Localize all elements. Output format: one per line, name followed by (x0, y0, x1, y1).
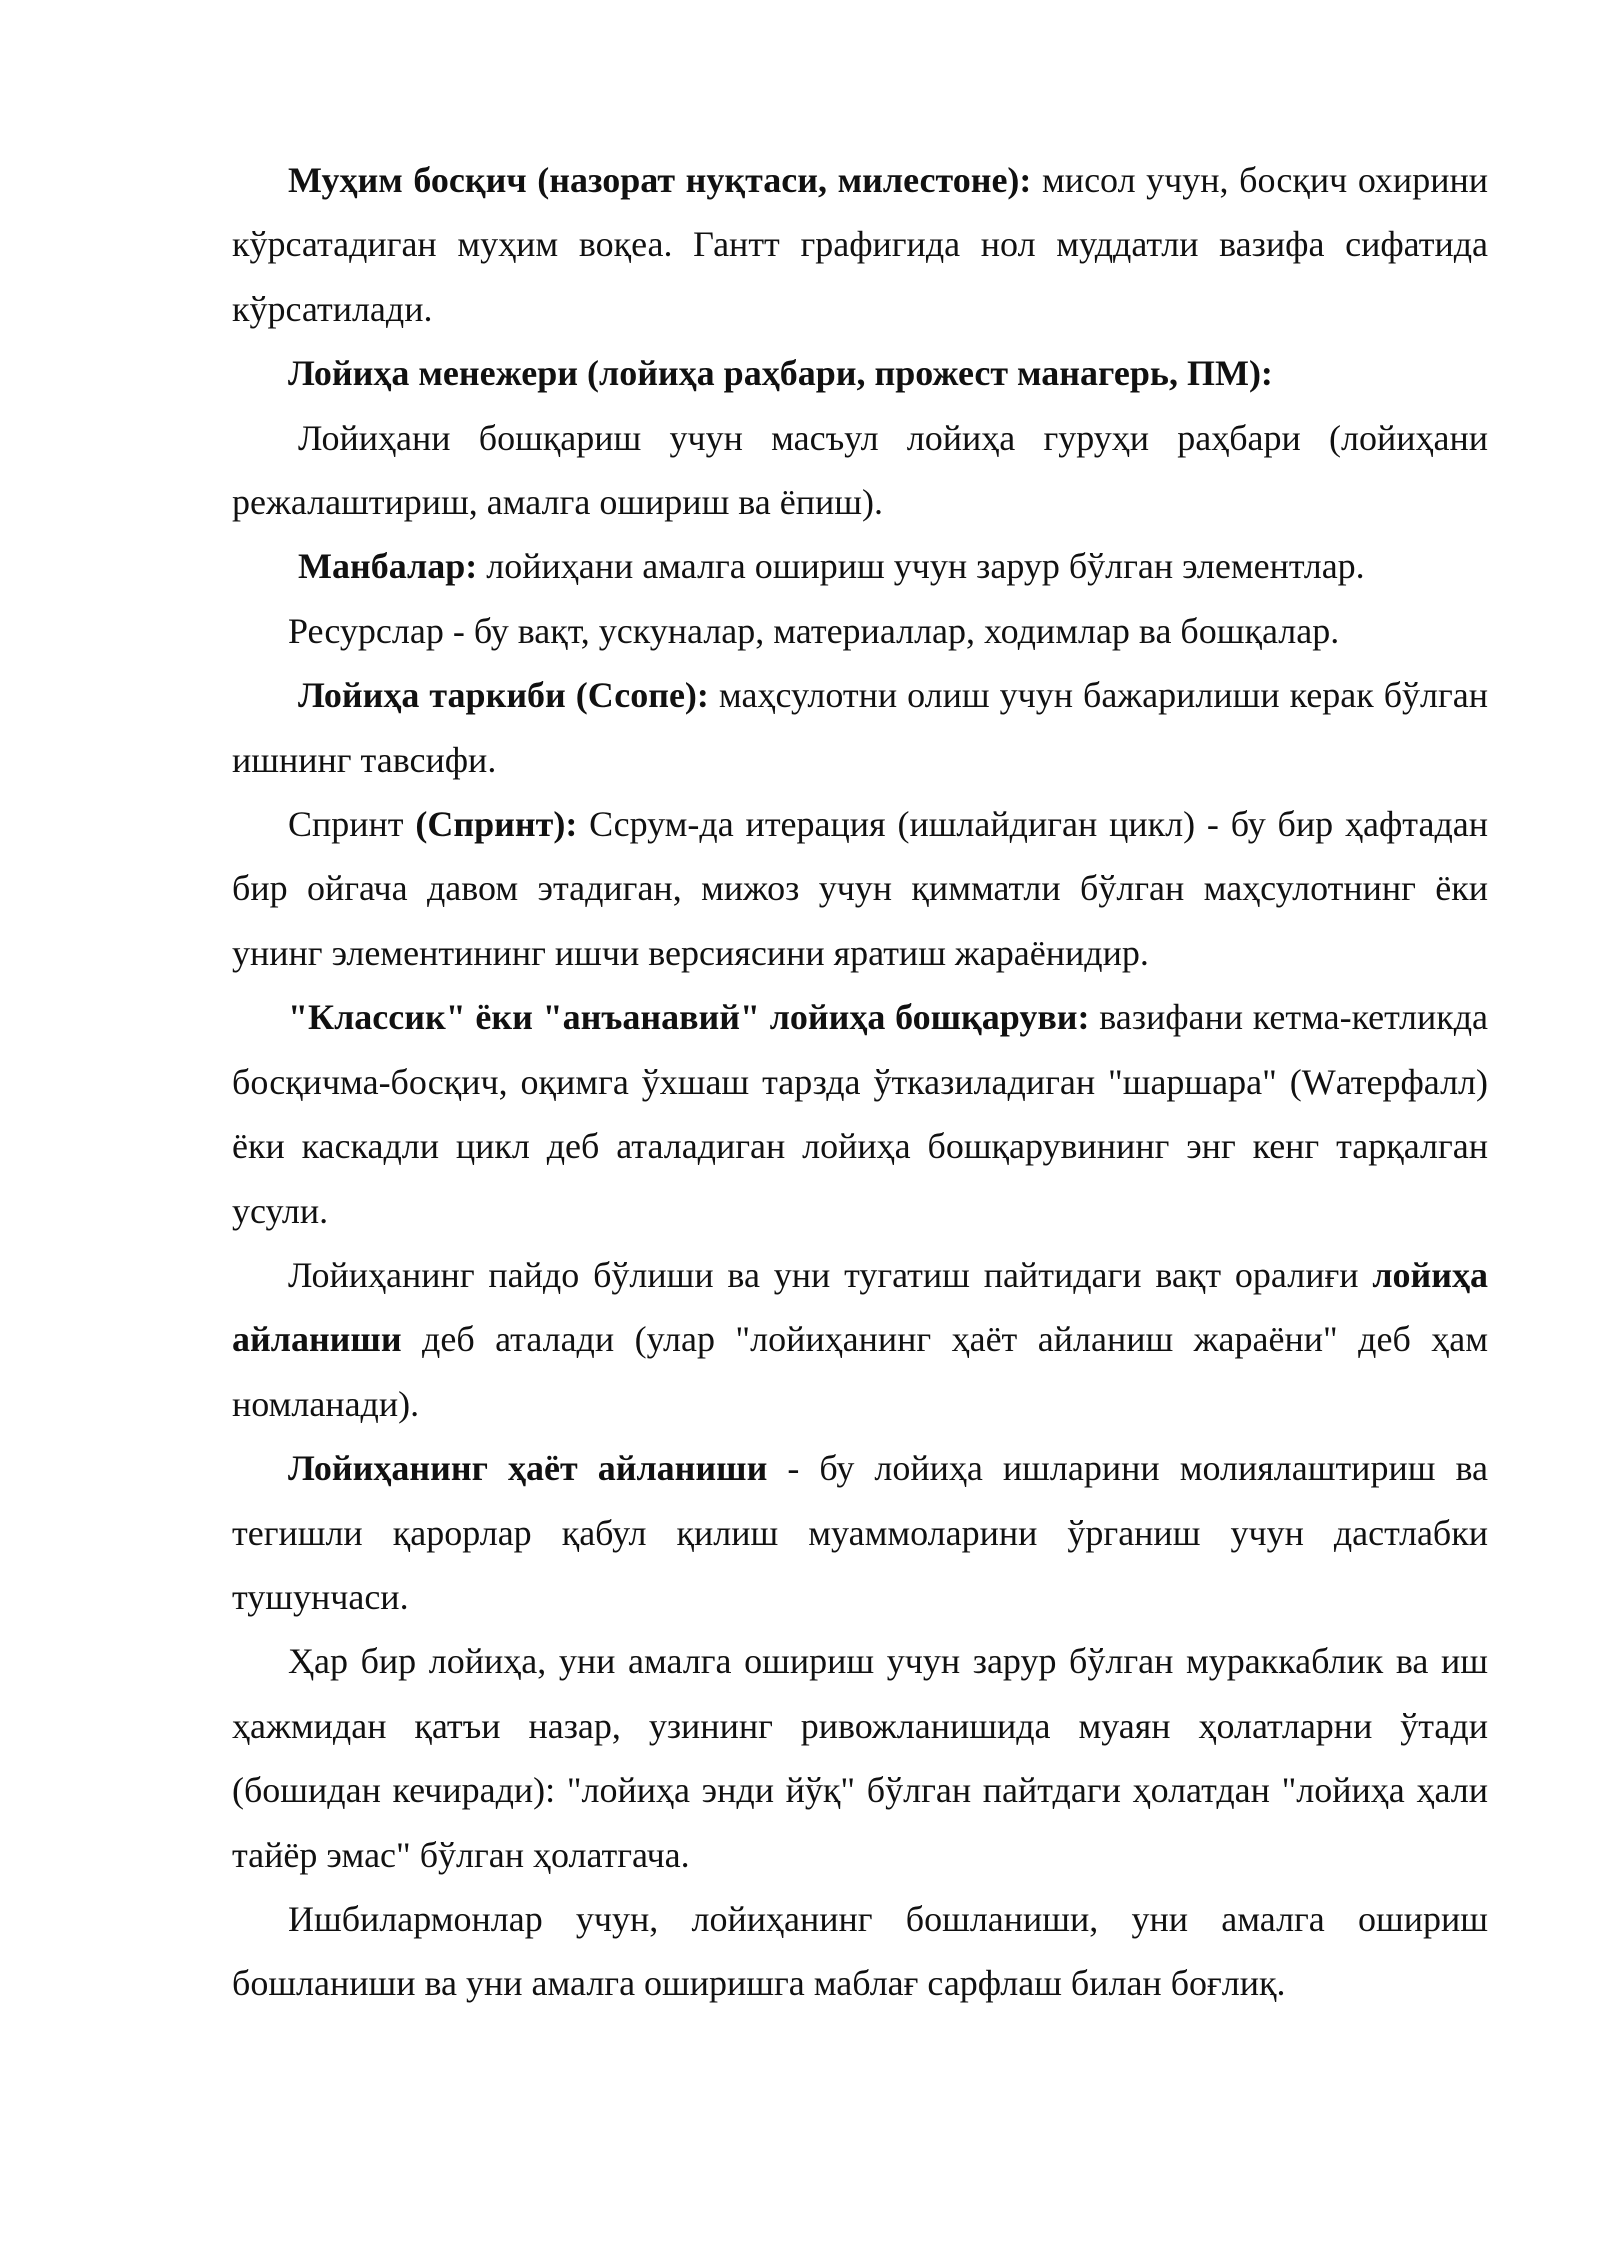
sprint-lead: Спринт (288, 804, 416, 845)
definition-sprint: Ссрум-да итерация (ишлайдиган цикл) - бу бир ҳафтадан бир ойгача давом этадиган, мижоз учун қимматли бўлган маҳсулотнинг ёки унинг элементининг ишчи версиясини яратиш жараёнидир. (232, 804, 1489, 973)
definition-milestone: мисол учун, босқич охирини кўрсатадиган муҳим воқеа. Гантт графигида нол муддатли вазифа сифатида кўрсатилади. (232, 160, 1488, 329)
term-life-cycle: Лойиҳанинг ҳаёт айланиши (288, 1448, 768, 1489)
term-sources: Манбалар: (298, 546, 478, 587)
term-milestone: Муҳим босқич (назорат нуқтаси, милестоне): (288, 160, 1032, 200)
paragraph-project-states (232, 1629, 1488, 1887)
paragraph-project-manager-definition (232, 406, 1488, 535)
body-project-states: Ҳар бир лойиҳа, уни амалга ошириш учун зарур бўлган мураккаблик ва иш ҳажмидан қатъи назар, узининг ривожланишида муаян ҳолатларни ўтади (бошидан кечиради): "лойиҳа энди йўқ" бўлган пайтдаги ҳолатдан "лойиҳа ҳали тайёр эмас" бўлган ҳолатгача. (232, 1641, 1488, 1875)
term-scope: Лойиҳа таркиби (Ссопе): (298, 675, 709, 716)
paragraph-sprint (232, 792, 1488, 985)
paragraph-project-cycle (232, 1243, 1488, 1436)
term-classic-management: "Классик" ёки "анъанавий" лойиҳа бошқаруви: (288, 997, 1090, 1038)
definition-project-cycle: деб аталади (улар "лойиҳанинг ҳаёт айланиш жараёни" деб ҳам номланади). (232, 1319, 1488, 1424)
body-business-view: Ишбилармонлар учун, лойиҳанинг бошланиши, уни амалга ошириш бошланиши ва уни амалга оширишга маблағ сарфлаш билан боғлиқ. (232, 1898, 1488, 2004)
definition-life-cycle: - бу лойиҳа ишларини молиялаштириш ва тегишли қарорлар қабул қилиш муаммоларини ўрганиш учун дастлабки тушунчаси. (232, 1448, 1488, 1617)
paragraph-milestone (232, 148, 1488, 341)
term-project-cycle: лойиҳа айланиши (232, 1254, 1488, 1360)
definition-resources: Ресурслар - бу вақт, ускуналар, материаллар, ходимлар ва бошқалар. (288, 610, 1340, 651)
paragraph-sources (232, 534, 1488, 598)
definition-project-manager: Лойиҳани бошқариш учун масъул лойиҳа гуруҳи раҳбари (лойиҳани режалаштириш, амалга ошириш ва ёпиш). (232, 417, 1488, 523)
paragraph-business-view (232, 1887, 1488, 2016)
paragraph-classic-management (232, 985, 1488, 1243)
term-project-manager: Лойиҳа менежери (лойиҳа раҳбари, прожест манагерь, ПМ): (288, 353, 1273, 394)
paragraph-scope (232, 663, 1488, 792)
term-sprint: (Спринт): (415, 804, 578, 845)
paragraph-project-manager-heading (232, 341, 1488, 405)
definition-scope: маҳсулотни олиш учун бажарилиши керак бўлган ишнинг тавсифи. (232, 675, 1489, 780)
definition-classic-management: вазифани кетма-кетликда босқичма-босқич, оқимга ўхшаш тарзда ўтказиладиган "шаршара" (Wатерфалл) ёки каскадли цикл деб аталадиган лойиҳа бошқарувининг энг кенг тарқалган усули. (232, 997, 1488, 1231)
document-page (232, 148, 1488, 2016)
paragraph-resources (232, 599, 1488, 663)
definition-sources: лойиҳани амалга ошириш учун зарур бўлган элементлар. (477, 546, 1365, 587)
project-cycle-lead: Лойиҳанинг пайдо бўлиши ва уни тугатиш пайтидаги вақт оралиғи (288, 1254, 1373, 1295)
paragraph-life-cycle (232, 1436, 1488, 1629)
